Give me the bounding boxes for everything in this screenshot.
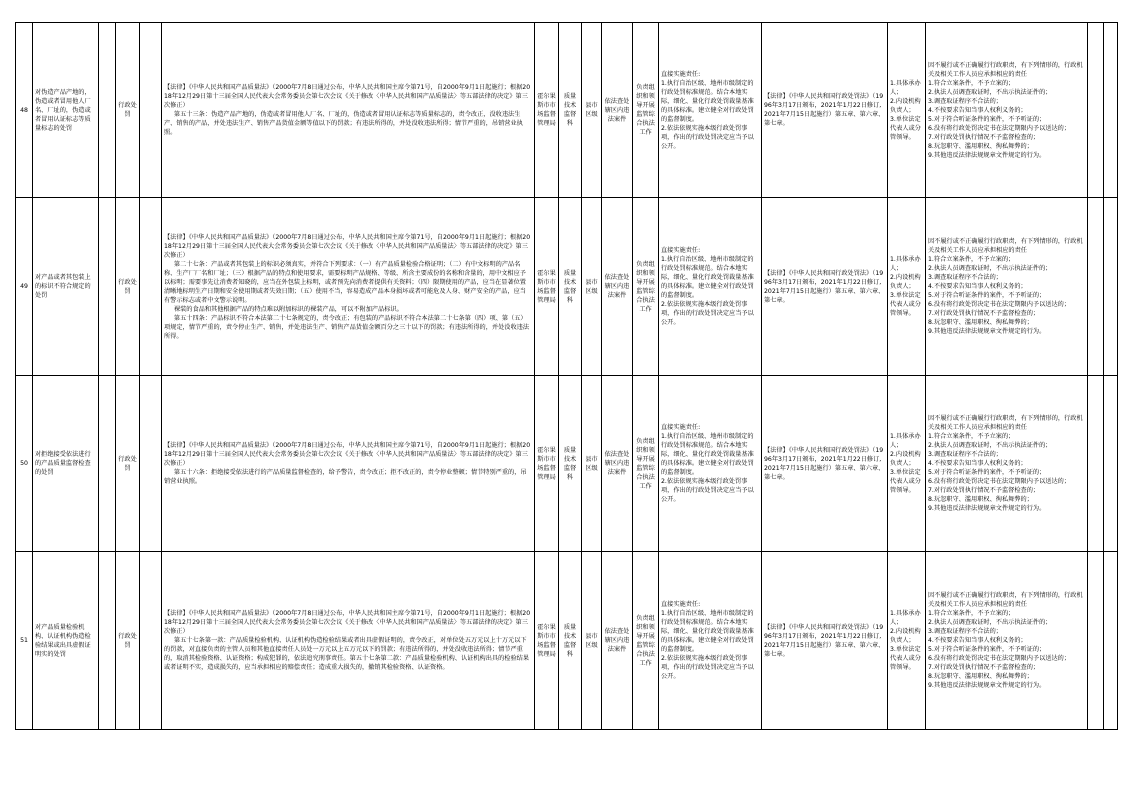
legal-basis-paragraph: 【法律】《中华人民共和国产品质量法》（2000年7月8日通过公布，中华人民共和国主席令第71号，自2000年9月1日起施行；根据2018年12月29日第十三届全国人民代表大会常务委员会第七次会议《关于修改〈中华人民共和国产品质量法〉等五部法律的决定》第三次修正） <box>164 442 531 468</box>
subject-line: 3.单位法定代表人或分管领导。 <box>890 469 921 495</box>
responsible-office: 质量技术监督科 <box>559 552 582 730</box>
accountability-item: 8.玩忽职守、滥用职权、徇私舞弊的； <box>928 496 1033 504</box>
legal-basis-paragraph: 第五十六条：拒绝接受依法进行的产品质量监督检查的，给予警告，责令改正；拒不改正的，责令停业整顿；情节特别严重的，吊销营业执照。 <box>164 469 527 486</box>
accountability-item: 3.调查取证程序不合法的； <box>928 451 1002 459</box>
subject-line: 2.内设机构负责人； <box>890 274 921 291</box>
accountability-item: 1.符合立案条件，不予立案的； <box>928 79 1015 87</box>
accountability-item: 2.执法人员调查取证时，不出示执法证件的； <box>928 619 1052 627</box>
empty-cell <box>140 198 162 376</box>
empty-cell <box>140 552 162 730</box>
item-type: 行政处罚 <box>116 375 140 551</box>
accountability-item: 1.符合立案条件，不予立案的； <box>928 256 1015 264</box>
accountability-title: 因不履行或不正确履行行政职责，有下列情形的，行政机关及相关工作人员应承担相应的责任 <box>928 238 1083 255</box>
subject-line: 3.单位法定代表人或分管领导。 <box>890 292 921 318</box>
subject-line: 2.内设机构负责人； <box>890 451 921 468</box>
duty-description: 负责组织和领导开展监管综合执法工作 <box>633 552 659 730</box>
empty-cell <box>99 198 116 376</box>
implementation-title: 直接实施责任: <box>661 601 701 609</box>
legal-basis <box>162 23 535 198</box>
legal-basis-paragraph: 【法律】《中华人民共和国产品质量法》（2000年7月8日通过公布，中华人民共和国主席令第71号，自2000年9月1日起施行；根据2018年12月29日第十三届全国人民代表大会常务委员会第七次会议《关于修改〈中华人民共和国产品质量法〉等五部法律的决定》第三次修正） <box>164 233 531 259</box>
responsible-office: 质量技术监督科 <box>559 23 582 198</box>
accountability <box>926 198 1088 376</box>
accountability-item: 9.其他违反法律法规规章文件规定的行为。 <box>928 682 1046 690</box>
implementation-line: 2.依法依规实施本级行政处罚事项，作出的行政处罚决定应当予以公开。 <box>661 655 754 681</box>
accountability-title: 因不履行或不正确履行行政职责，有下列情形的，行政机关及相关工作人员应承担相应的责任 <box>928 592 1083 609</box>
accountability-item: 8.玩忽职守、滥用职权、徇私舞弊的； <box>928 142 1033 150</box>
implementation-line: 1.执行自治区级、地州市级制定的行政处罚标准规范。结合本地实际，细化、量化行政处罚裁量基准的具体标准。建立健全对行政处罚的监督制度。 <box>661 433 754 477</box>
legal-basis <box>162 552 535 730</box>
item-number: 51 <box>16 552 33 730</box>
accountability <box>926 552 1088 730</box>
empty-cell <box>99 23 116 198</box>
subject-line: 1.具体承办人； <box>890 433 921 450</box>
subject-line: 3.单位法定代表人或分管领导。 <box>890 115 921 141</box>
penalty-law-basis: 【法律】《中华人民共和国行政处罚法》（1996年3月17日颁布，2021年1月22日修订,2021年7月15日起施行）第五章、第六章、第七章。 <box>762 23 888 198</box>
accountability-item: 9.其他违反法律法规规章文件规定的行为。 <box>928 328 1046 336</box>
admin-level: 县市区级 <box>582 23 602 198</box>
accountability-item: 8.玩忽职守、滥用职权、徇私舞弊的； <box>928 673 1033 681</box>
implementing-department: 霍尔果斯市市场监督管理局 <box>535 23 559 198</box>
accountability-item: 6.没有将行政处罚决定书在法定期限内予以送达的； <box>928 124 1071 132</box>
penalty-law-basis: 【法律】《中华人民共和国行政处罚法》（1996年3月17日颁布，2021年1月22日修订,2021年7月15日起施行）第五章、第六章、第七章。 <box>762 375 888 551</box>
item-number: 49 <box>16 198 33 376</box>
subject-line: 1.具体承办人； <box>890 79 921 96</box>
item-name: 对产品或者其包装上的标识不符合规定的处罚 <box>33 198 99 376</box>
accountability-item: 6.没有将行政处罚决定书在法定期限内予以送达的； <box>928 478 1071 486</box>
legal-basis-paragraph: 裸装的食品和其他根据产品的特点难以附加标识的裸装产品，可以不附加产品标识。 <box>173 305 403 313</box>
accountability-item: 3.调查取证程序不合法的； <box>928 97 1002 105</box>
empty-cell <box>1088 375 1104 551</box>
empty-cell <box>1088 198 1104 376</box>
accountability-item: 7.对行政处罚执行情况不予监督检查的； <box>928 310 1040 318</box>
accountability-item: 3.调查取证程序不合法的； <box>928 628 1002 636</box>
accountability-item: 4.不按要求告知当事人权利义务的； <box>928 460 1027 468</box>
duty-description: 负责组织和领导开展监管综合执法工作 <box>633 198 659 376</box>
implementation-line: 1.执行自治区级、地州市级制定的行政处罚标准规范。结合本地实际，细化、量化行政处罚裁量基准的具体标准。建立健全对行政处罚的监督制度。 <box>661 79 754 123</box>
implementation-duties <box>659 552 762 730</box>
item-name: 对伪造产品产地的，伪造或者冒用他人厂名、厂址的，伪造或者冒用认证标志等质量标志的处罚 <box>33 23 99 198</box>
implementation-duties <box>659 23 762 198</box>
accountability-item: 5.对于符合听证条件的案件，不予听证的； <box>928 292 1046 300</box>
implementing-department: 霍尔果斯市市场监督管理局 <box>535 552 559 730</box>
accountability-item: 4.不按要求告知当事人权利义务的； <box>928 106 1027 114</box>
accountability-item: 2.执法人员调查取证时，不出示执法证件的； <box>928 88 1052 96</box>
table-row <box>16 552 1118 730</box>
accountability <box>926 375 1088 551</box>
table-row <box>16 375 1118 551</box>
item-name: 对产品质量检验机构、认证机构伪造检验结果或出具虚假证明实的处罚 <box>33 552 99 730</box>
accountability-item: 6.没有将行政处罚决定书在法定期限内予以送达的； <box>928 301 1071 309</box>
accountability-item: 9.其他违反法律法规规章文件规定的行为。 <box>928 505 1046 513</box>
accountability-item: 5.对于符合听证条件的案件，不予听证的； <box>928 115 1046 123</box>
enforcement-scope: 依法查处辖区内违法案件 <box>602 375 633 551</box>
accountability-item: 5.对于符合听证条件的案件，不予听证的； <box>928 469 1046 477</box>
implementation-line: 1.执行自治区级、地州市级制定的行政处罚标准规范。结合本地实际，细化、量化行政处罚裁量基准的具体标准。建立健全对行政处罚的监督制度。 <box>661 256 754 300</box>
subject-line: 3.单位法定代表人或分管领导。 <box>890 646 921 672</box>
empty-cell <box>1104 23 1118 198</box>
duty-description: 负责组织和领导开展监管综合执法工作 <box>633 23 659 198</box>
item-number: 50 <box>16 375 33 551</box>
responsible-subjects <box>888 552 926 730</box>
duty-description: 负责组织和领导开展监管综合执法工作 <box>633 375 659 551</box>
accountability-item: 4.不按要求告知当事人权利义务的； <box>928 283 1027 291</box>
legal-basis-paragraph: 第五十三条：伪造产品产地的，伪造或者冒用他人厂名、厂址的，伪造或者冒用认证标志等质量标志的，责令改正，没收违法生产、销售的产品，并处违法生产、销售产品货值金额等值以下的罚款；有违法所得的，并处没收违法所得；情节严重的，吊销营业执照。 <box>164 111 523 137</box>
empty-cell <box>140 375 162 551</box>
implementing-department: 霍尔果斯市市场监督管理局 <box>535 375 559 551</box>
admin-level: 县市区级 <box>582 375 602 551</box>
legal-basis-paragraph: 第五十七条第一款：产品质量检验机构、认证机构伪造检验结果或者出具虚假证明的，责令改正，对单位处五万元以上十万元以下的罚款，对直接负责的主管人员和其他直接责任人员处一万元以上五万元以下的罚款；有违法所得的，并处没收违法所得；情节严重的，取消其检验资格、认证资格；构成犯罪的，依法追究刑事责任。第五十七条第二款：产品质量检验机构、认证机构出具的检验结果或者证明不实，造成损失的，应当承担相应的赔偿责任；造成重大损失的，撤销其检验资格、认证资格。 <box>164 637 530 672</box>
accountability-item: 4.不按要求告知当事人权利义务的； <box>928 637 1027 645</box>
accountability-item: 8.玩忽职守、滥用职权、徇私舞弊的； <box>928 319 1033 327</box>
accountability-title: 因不履行或不正确履行行政职责，有下列情形的，行政机关及相关工作人员应承担相应的责任 <box>928 61 1083 78</box>
empty-cell <box>1088 552 1104 730</box>
subject-line: 1.具体承办人； <box>890 610 921 627</box>
accountability-item: 3.调查取证程序不合法的； <box>928 274 1002 282</box>
legal-basis-paragraph: 第五十四条：产品标识不符合本法第二十七条规定的，责令改正；有包装的产品标识不符合本法第二十七条第（四）项、第（五）项规定，情节严重的，责令停止生产、销售，并处违法生产、销售产品货值金额百分之三十以下的罚款；有违法所得的，并处没收违法所得。 <box>164 314 530 340</box>
empty-cell <box>1104 198 1118 376</box>
responsible-subjects <box>888 375 926 551</box>
responsible-office: 质量技术监督科 <box>559 375 582 551</box>
implementation-line: 2.依法依规实施本级行政处罚事项，作出的行政处罚决定应当予以公开。 <box>661 301 754 327</box>
empty-cell <box>1088 23 1104 198</box>
penalty-law-basis: 【法律】《中华人民共和国行政处罚法》（1996年3月17日颁布，2021年1月22日修订,2021年7月15日起施行）第五章、第六章、第七章。 <box>762 552 888 730</box>
legal-basis-paragraph: 【法律】《中华人民共和国产品质量法》（2000年7月8日通过公布，中华人民共和国主席令第71号，自2000年9月1日起施行；根据2018年12月29日第十三届全国人民代表大会常务委员会第七次会议《关于修改〈中华人民共和国产品质量法〉等五部法律的决定》第三次修正） <box>164 84 531 110</box>
implementation-duties <box>659 198 762 376</box>
accountability-item: 5.对于符合听证条件的案件，不予听证的； <box>928 646 1046 654</box>
accountability-item: 6.没有将行政处罚决定书在法定期限内予以送达的； <box>928 655 1071 663</box>
responsible-subjects <box>888 198 926 376</box>
empty-cell <box>140 23 162 198</box>
accountability-item: 7.对行政处罚执行情况不予监督检查的； <box>928 133 1040 141</box>
enforcement-scope: 依法查处辖区内违法案件 <box>602 552 633 730</box>
duty-table <box>15 22 1118 730</box>
legal-basis-paragraph: 【法律】《中华人民共和国产品质量法》（2000年7月8日通过公布，中华人民共和国主席令第71号，自2000年9月1日起施行；根据2018年12月29日第十三届全国人民代表大会常务委员会第七次会议《关于修改〈中华人民共和国产品质量法〉等五部法律的决定》第三次修正） <box>164 610 531 636</box>
accountability-item: 1.符合立案条件，不予立案的； <box>928 433 1015 441</box>
item-type: 行政处罚 <box>116 198 140 376</box>
accountability-item: 9.其他违反法律法规规章文件规定的行为。 <box>928 151 1046 159</box>
enforcement-scope: 依法查处辖区内违法案件 <box>602 198 633 376</box>
responsible-subjects <box>888 23 926 198</box>
implementation-line: 2.依法依规实施本级行政处罚事项，作出的行政处罚决定应当予以公开。 <box>661 478 754 504</box>
table-row <box>16 198 1118 376</box>
accountability-item: 7.对行政处罚执行情况不予监督检查的； <box>928 664 1040 672</box>
item-type: 行政处罚 <box>116 23 140 198</box>
item-type: 行政处罚 <box>116 552 140 730</box>
penalty-law-basis: 【法律】《中华人民共和国行政处罚法》（1996年3月17日颁布，2021年1月22日修订,2021年7月15日起施行）第五章、第六章、第七章。 <box>762 198 888 376</box>
subject-line: 2.内设机构负责人； <box>890 628 921 645</box>
legal-basis <box>162 375 535 551</box>
table-row <box>16 23 1118 198</box>
admin-level: 县市区级 <box>582 198 602 376</box>
accountability <box>926 23 1088 198</box>
admin-level: 县市区级 <box>582 552 602 730</box>
item-number: 48 <box>16 23 33 198</box>
implementation-duties <box>659 375 762 551</box>
legal-basis <box>162 198 535 376</box>
item-name: 对拒绝接受依法进行的产品质量监督检查的处罚 <box>33 375 99 551</box>
implementation-title: 直接实施责任: <box>661 424 701 432</box>
legal-basis-paragraph: 第二十七条：产品或者其包装上的标识必须真实，并符合下列要求：（一）有产品质量检验合格证明；（二）有中文标明的产品名称、生产厂厂名和厂址；（三）根据产品的特点和使用要求，需要标明产品规格、等级、所含主要成份的名称和含量的，用中文相应予以标明；需要事先让消费者知晓的，应当在外包装上标明，或者预先向消费者提供有关资料；（四）限期使用的产品，应当在显著位置清晰地标明生产日期和安全使用期或者失效日期；（五）使用不当，容易造成产品本身损坏或者可能危及人身、财产安全的产品，应当有警示标志或者中文警示说明。 <box>164 260 526 304</box>
empty-cell <box>99 375 116 551</box>
accountability-item: 1.符合立案条件，不予立案的； <box>928 610 1015 618</box>
empty-cell <box>1104 375 1118 551</box>
implementation-title: 直接实施责任: <box>661 247 701 255</box>
subject-line: 1.具体承办人； <box>890 256 921 273</box>
responsible-office: 质量技术监督科 <box>559 198 582 376</box>
enforcement-scope: 依法查处辖区内违法案件 <box>602 23 633 198</box>
accountability-item: 2.执法人员调查取证时，不出示执法证件的； <box>928 442 1052 450</box>
implementation-title: 直接实施责任: <box>661 70 701 78</box>
subject-line: 2.内设机构负责人； <box>890 97 921 114</box>
accountability-item: 2.执法人员调查取证时，不出示执法证件的； <box>928 265 1052 273</box>
implementing-department: 霍尔果斯市市场监督管理局 <box>535 198 559 376</box>
accountability-title: 因不履行或不正确履行行政职责，有下列情形的，行政机关及相关工作人员应承担相应的责任 <box>928 415 1083 432</box>
implementation-line: 1.执行自治区级、地州市级制定的行政处罚标准规范。结合本地实际，细化、量化行政处罚裁量基准的具体标准。建立健全对行政处罚的监督制度。 <box>661 610 754 654</box>
implementation-line: 2.依法依规实施本级行政处罚事项，作出的行政处罚决定应当予以公开。 <box>661 124 754 150</box>
empty-cell <box>1104 552 1118 730</box>
empty-cell <box>99 552 116 730</box>
accountability-item: 7.对行政处罚执行情况不予监督检查的； <box>928 487 1040 495</box>
